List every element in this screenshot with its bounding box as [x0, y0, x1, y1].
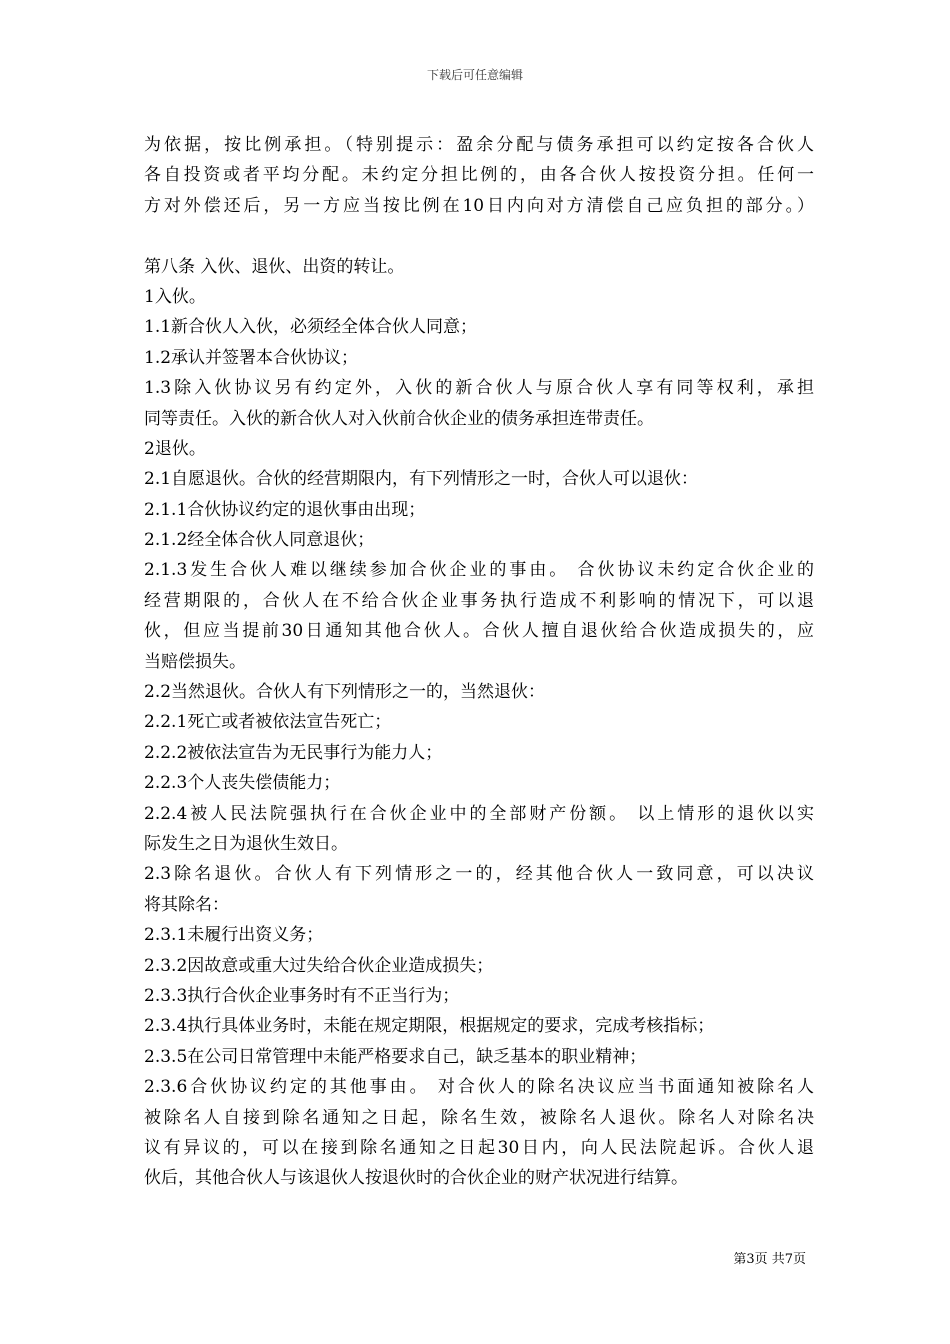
- text-line: 为依据，按比例承担。（特别提示：盈余分配与债务承担可以约定按各合伙人: [144, 135, 814, 155]
- text-line: 同等责任。入伙的新合伙人对入伙前合伙企业的债务承担连带责任。: [144, 408, 654, 429]
- text-line: 各自投资或者平均分配。未约定分担比例的，由各合伙人按投资分担。任何一: [144, 165, 814, 186]
- text-line: 2.3.5在公司日常管理中未能严格要求自己，缺乏基本的职业精神；: [144, 1046, 647, 1067]
- text-line: 2退伙。: [144, 438, 206, 459]
- text-line: 伙后，其他合伙人与该退伙人按退伙时的合伙企业的财产状况进行结算。: [144, 1168, 688, 1189]
- text-line: 2.3.6合伙协议约定的其他事由。 对合伙人的除名决议应当书面通知被除名人: [144, 1077, 814, 1098]
- text-line: 1.3除入伙协议另有约定外，入伙的新合伙人与原合伙人享有同等权利，承担: [144, 378, 814, 399]
- text-line: 2.3.2因故意或重大过失给合伙企业造成损失；: [144, 955, 494, 976]
- text-line: 1.1新合伙人入伙，必须经全体合伙人同意；: [144, 317, 478, 338]
- text-line: 当赔偿损失。: [144, 651, 246, 672]
- text-line: 2.3除名退伙。合伙人有下列情形之一的，经其他合伙人一致同意，可以决议: [144, 864, 814, 885]
- text-line: 2.3.4执行具体业务时，未能在规定期限，根据规定的要求，完成考核指标；: [144, 1016, 715, 1037]
- text-line: 2.2.3个人丧失偿债能力；: [144, 773, 341, 794]
- text-line: 议有异议的，可以在接到除名通知之日起30日内，向人民法院起诉。合伙人退: [144, 1137, 814, 1158]
- text-line: 2.3.1未履行出资义务；: [144, 925, 324, 946]
- document-body: [144, 130, 814, 1194]
- page-header: 下载后可任意编辑: [426, 68, 523, 82]
- text-line: 1.2承认并签署本合伙协议；: [144, 347, 359, 368]
- text-line: 2.2.2被依法宣告为无民事行为能力人；: [144, 742, 443, 763]
- text-line: 伙，但应当提前30日通知其他合伙人。合伙人擅自退伙给合伙造成损失的，应: [144, 621, 814, 642]
- text-line: 将其除名：: [144, 894, 229, 915]
- text-line: 2.2.4被人民法院强执行在合伙企业中的全部财产份额。 以上情形的退伙以实: [144, 803, 814, 824]
- page-number: 第3页 共7页: [733, 1252, 806, 1267]
- text-line: 方对外偿还后，另一方应当按比例在10日内向对方清偿自己应负担的部分。）: [144, 195, 814, 216]
- paragraph-spacer: [144, 221, 814, 251]
- text-line: 际发生之日为退伙生效日。: [144, 833, 348, 854]
- text-line: 被除名人自接到除名通知之日起，除名生效，被除名人退伙。除名人对除名决: [144, 1107, 814, 1128]
- text-line: 1入伙。: [144, 286, 206, 307]
- text-line: 2.3.3执行合伙企业事务时有不正当行为；: [144, 985, 460, 1006]
- text-line: 2.1.3发生合伙人难以继续参加合伙企业的事由。 合伙协议未约定合伙企业的: [144, 560, 814, 581]
- text-line: 2.2当然退伙。合伙人有下列情形之一的，当然退伙：: [144, 682, 546, 703]
- text-line: 2.1.1合伙协议约定的退伙事由出现；: [144, 499, 426, 520]
- text-line: 2.2.1死亡或者被依法宣告死亡；: [144, 712, 392, 733]
- text-line: 2.1.2经全体合伙人同意退伙；: [144, 530, 375, 551]
- text-line: 2.1自愿退伙。合伙的经营期限内，有下列情形之一时，合伙人可以退伙：: [144, 469, 699, 490]
- text-line: 经营期限的，合伙人在不给合伙企业事务执行造成不利影响的情况下，可以退: [144, 590, 814, 611]
- section-heading: 第八条 入伙、退伙、出资的转让。: [144, 256, 405, 277]
